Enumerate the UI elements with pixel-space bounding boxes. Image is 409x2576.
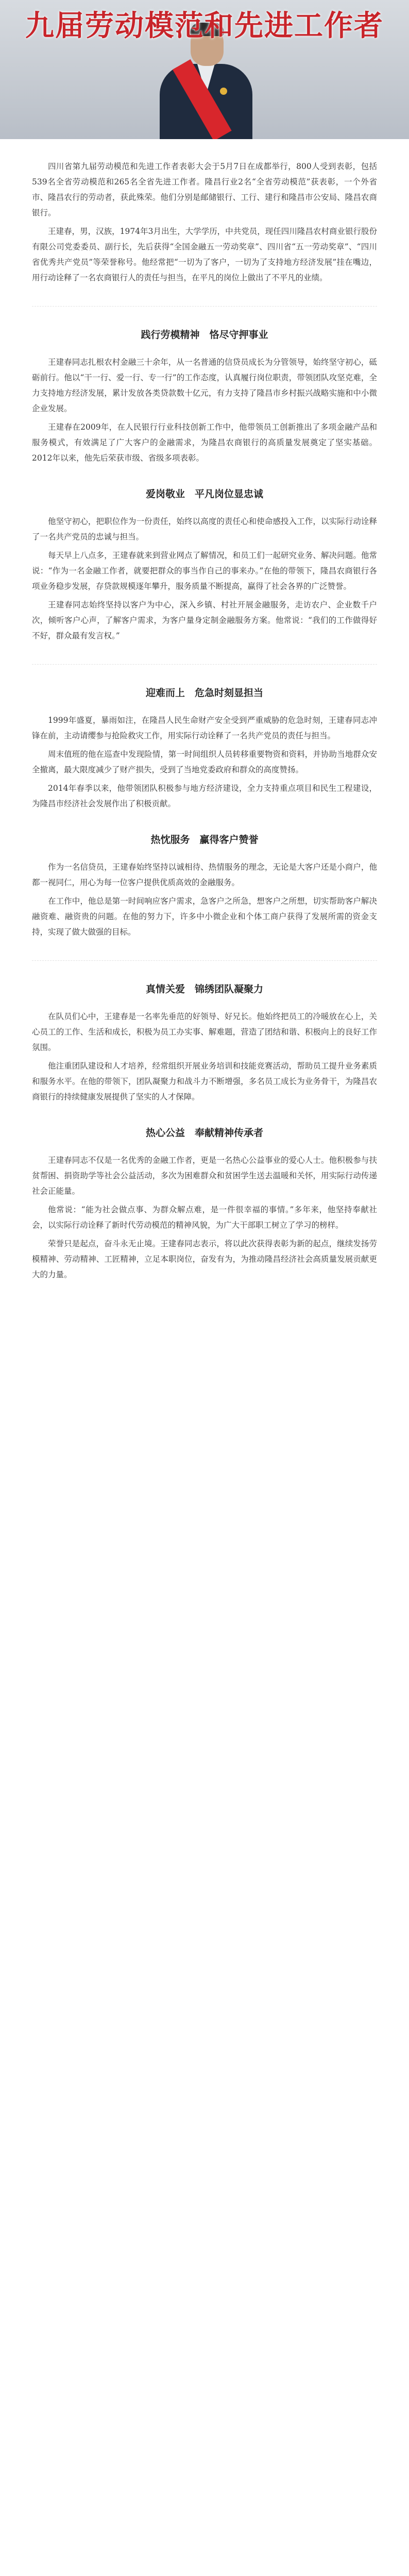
section-divider	[32, 306, 377, 307]
article-paragraph: 他常说：“能为社会做点事、为群众解点难，是一件很幸福的事情。”多年来，他坚持奉献社会，以实际行动诠释了新时代劳动模范的精神风貌，为广大干部职工树立了学习的榜样。	[32, 1205, 377, 1230]
section-divider	[32, 664, 377, 665]
article-body	[0, 159, 409, 1282]
article-paragraph: 2014年春季以来，他带领团队积极参与地方经济建设，全力支持重点项目和民生工程建设，为隆昌市经济社会发展作出了积极贡献。	[32, 784, 377, 808]
article-paragraph: 1999年盛夏，暴雨如注，在隆昌人民生命财产安全受到严重威胁的危急时刻，王建春同志冲锋在前，主动请缨参与抢险救灾工作，用实际行动诠释了一名共产党员的责任与担当。	[32, 716, 377, 740]
section-heading: 迎难而上 危急时刻显担当	[145, 687, 263, 699]
section-heading: 热心公益 奉献精神传承者	[145, 1127, 263, 1139]
section-heading: 真情关爱 锦绣团队凝聚力	[145, 984, 263, 995]
article-paragraph: 作为一名信贷员，王建春始终坚持以诚相待、热情服务的理念，无论是大客户还是小商户，他都一视同仁，用心为每一位客户提供优质高效的金融服务。	[32, 862, 377, 887]
article-paragraph: 周末值班的他在巡查中发现险情，第一时间组织人员转移重要物资和资料，并协助当地群众安全撤离，最大限度减少了财产损失，受到了当地党委政府和群众的高度赞扬。	[32, 750, 377, 774]
article-paragraph: 他注重团队建设和人才培养，经常组织开展业务培训和技能竞赛活动，帮助员工提升业务素质和服务水平。在他的带领下，团队凝聚力和战斗力不断增强，多名员工成长为业务骨干，为隆昌农商银行的持续健康发展提供了坚实的人才保障。	[32, 1061, 377, 1101]
section-heading: 爱岗敬业 平凡岗位显忠诚	[145, 488, 263, 500]
article-paragraph: 在队员们心中，王建春是一名率先垂范的好领导、好兄长。他始终把员工的冷暖放在心上，关心员工的工作、生活和成长，积极为员工办实事、解难题，营造了团结和谐、积极向上的良好工作氛围。	[32, 1012, 377, 1052]
article-paragraph: 每天早上八点多，王建春就来到营业网点了解情况，和员工们一起研究业务、解决问题。他常说：“作为一名金融工作者，就要把群众的事当作自己的事来办。”在他的带领下，隆昌农商银行各项业务稳步发展，存贷款规模逐年攀升，服务质量不断提高，赢得了社会各界的广泛赞誉。	[32, 551, 377, 591]
article-paragraph: 王建春在2009年，在人民银行行业科技创新工作中，他带领员工创新推出了多项金融产品和服务模式，有效满足了广大客户的金融需求，为隆昌农商银行的高质量发展奠定了坚实基础。2012年以来，他先后荣获市级、省级多项表彰。	[32, 422, 377, 463]
article-paragraph: 王建春同志扎根农村金融三十余年，从一名普通的信贷员成长为分管领导，始终坚守初心，砥砺前行。他以“干一行、爱一行、专一行”的工作态度，认真履行岗位职责，带领团队攻坚克难，全力支持地方经济发展，累计发放各类贷款数十亿元，有力支持了隆昌市乡村振兴战略实施和中小微企业发展。	[32, 358, 377, 413]
section-divider	[32, 960, 377, 961]
article-paragraph: 王建春同志不仅是一名优秀的金融工作者，更是一名热心公益事业的爱心人士。他积极参与扶贫帮困、捐资助学等社会公益活动，多次为困难群众和贫困学生送去温暖和关怀，用实际行动传递社会正能量。	[32, 1156, 377, 1196]
article-paragraph: 四川省第九届劳动模范和先进工作者表彰大会于5月7日在成都举行，800人受到表彰，包括539名全省劳动模范和265名全省先进工作者。隆昌行业2名“全省劳动模范”获表彰，一个外省市、隆昌农行的劳动者，获此殊荣。他们分别是邮储银行、工行、建行和隆昌市公安局、隆昌农商银行。	[32, 162, 377, 217]
hero-banner	[0, 0, 409, 139]
article-paragraph: 荣誉只是起点，奋斗永无止境。王建春同志表示，将以此次获得表彰为新的起点，继续发扬劳模精神、劳动精神、工匠精神，立足本职岗位，奋发有为，为推动隆昌经济社会高质量发展贡献更大的力量。	[32, 1239, 377, 1279]
section-heading: 践行劳模精神 恪尽守押事业	[141, 329, 268, 341]
article-paragraph: 王建春同志始终坚持以客户为中心，深入乡镇、村社开展金融服务，走访农户、企业数千户次，倾听客户心声，了解客户需求，为客户量身定制金融服务方案。他常说：“我们的工作做得好不好，群众最有发言权。”	[32, 600, 377, 640]
article-paragraph: 他坚守初心，把职位作为一份责任，始终以高度的责任心和使命感投入工作，以实际行动诠释了一名共产党员的忠诚与担当。	[32, 517, 377, 541]
article-paragraph: 在工作中，他总是第一时间响应客户需求，急客户之所急，想客户之所想，切实帮助客户解决融资难、融资贵的问题。在他的努力下，许多中小微企业和个体工商户获得了发展所需的资金支持，实现了做大做强的目标。	[32, 896, 377, 937]
article-paragraph: 王建春，男，汉族，1974年3月出生，大学学历，中共党员，现任四川隆昌农村商业银行股份有限公司党委委员、副行长，先后获得“全国金融五一劳动奖章”、四川省“五一劳动奖章”、“四川省优秀共产党员”等荣誉称号。他经常把“一切为了客户，一切为了支持地方经济发展”挂在嘴边，用行动诠释了一名农商银行人的责任与担当，在平凡的岗位上做出了不平凡的业绩。	[32, 227, 377, 282]
article-page	[0, 0, 409, 1285]
section-heading: 热忱服务 赢得客户赞誉	[150, 834, 259, 845]
medal-icon	[220, 88, 227, 95]
hero-title: 九届劳动模范和先进工作者	[25, 9, 384, 43]
